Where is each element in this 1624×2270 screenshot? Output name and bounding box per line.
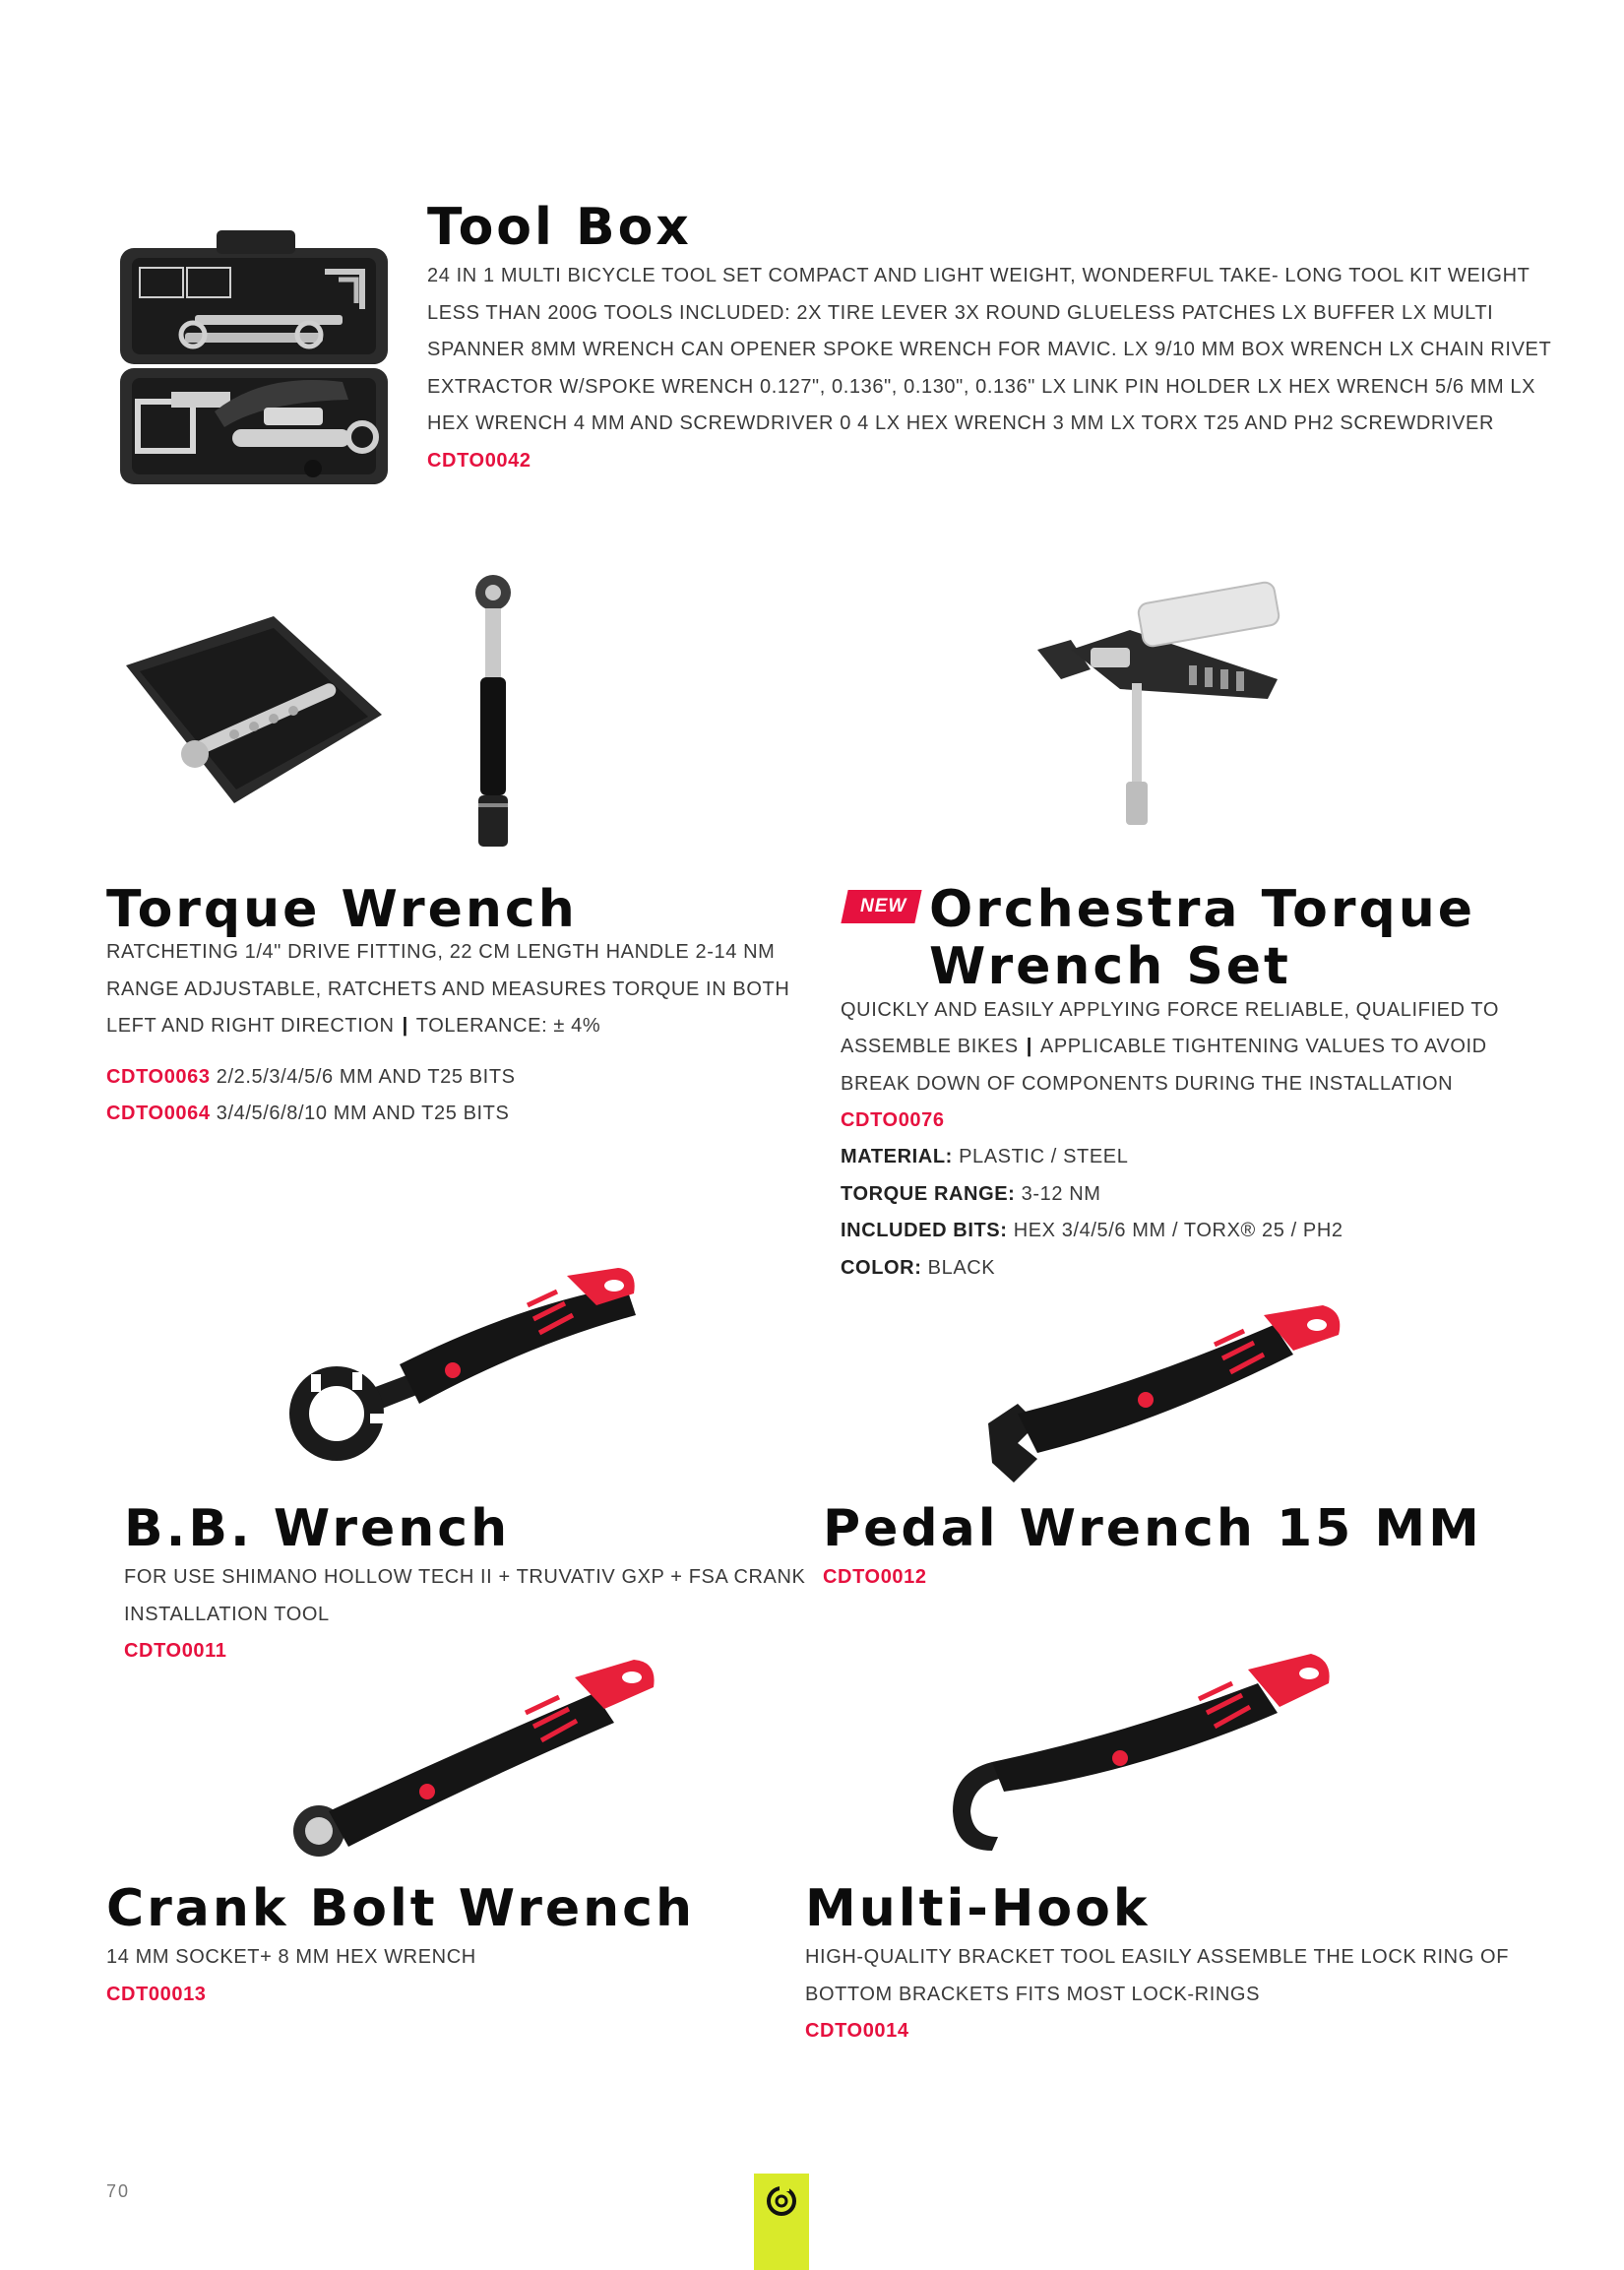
- orchestra-title: [841, 879, 1490, 998]
- tool-box-desc-line: SPANNER 8MM WRENCH CAN OPENER SPOKE WRENCH FOR MAVIC. LX 9/10 MM BOX WRENCH LX CHAIN RIVET: [427, 339, 1552, 361]
- orchestra-desc-line: [841, 1029, 1490, 1066]
- tool-box-image: [116, 224, 394, 488]
- tool-box-desc-line: HEX WRENCH 4 MM AND SCREWDRIVER 0 4 LX HEX WRENCH 3 MM LX TORX T25 AND PH2 SCREWDRIVER: [427, 412, 1495, 435]
- brand-logo-icon: [754, 2174, 809, 2233]
- orchestra-desc-line: BREAK DOWN OF COMPONENTS DURING THE INSTALLATION: [841, 1072, 1454, 1095]
- orchestra-desc-part: APPLICABLE TIGHTENING VALUES TO AVOID: [1039, 1036, 1487, 1058]
- crank-bolt-title: Crank Bolt Wrench: [106, 1879, 695, 1938]
- pedal-wrench-section: [823, 1498, 1512, 1596]
- orchestra-spec: [841, 1250, 1490, 1288]
- torque-wrench-direction: LEFT AND RIGHT DIRECTION: [106, 1015, 395, 1038]
- torque-wrench-variant-code: CDTO0064: [106, 1103, 211, 1125]
- multi-hook-desc-line: BOTTOM BRACKETS FITS MOST LOCK-RINGS: [805, 1983, 1261, 2005]
- orchestra-torque-wrench-image: [1031, 581, 1289, 837]
- orchestra-spec: [841, 1139, 1490, 1176]
- crank-bolt-code: CDT00013: [106, 1983, 207, 2005]
- orchestra-desc-part: ASSEMBLE BIKES: [841, 1036, 1019, 1058]
- multi-hook-title: Multi-Hook: [805, 1879, 1151, 1938]
- torque-wrench-variant: [106, 1059, 756, 1097]
- torque-wrench-desc-line: [106, 1008, 756, 1045]
- separator: |: [1026, 1036, 1032, 1058]
- spec-label: MATERIAL:: [841, 1146, 953, 1168]
- orchestra-spec: [841, 1176, 1490, 1214]
- torque-wrench-title: Torque Wrench: [106, 880, 578, 939]
- tool-box-desc-line: EXTRACTOR W/SPOKE WRENCH 0.127", 0.136", 0.130", 0.136" LX LINK PIN HOLDER LX HEX WRENCH 5/6 MM LX: [427, 375, 1536, 398]
- orchestra-spec: [841, 1213, 1490, 1250]
- bb-wrench-section: [124, 1498, 806, 1670]
- multi-hook-section: [805, 1878, 1510, 2049]
- orchestra-desc-line: QUICKLY AND EASILY APPLYING FORCE RELIABLE, QUALIFIED TO: [841, 998, 1500, 1021]
- torque-wrench-variant-text: 2/2.5/3/4/5/6 MM AND T25 BITS: [216, 1065, 516, 1088]
- spec-value: 3-12 NM: [1021, 1182, 1101, 1205]
- tool-box-title: Tool Box: [427, 198, 692, 257]
- pedal-wrench-title: Pedal Wrench 15 MM: [823, 1499, 1482, 1558]
- spec-label: COLOR:: [841, 1256, 922, 1279]
- spec-value: HEX 3/4/5/6 MM / TORX® 25 / PH2: [1013, 1220, 1343, 1242]
- tool-box-section: [427, 197, 1552, 479]
- tool-box-code: CDTO0042: [427, 449, 531, 472]
- bb-wrench-title: B.B. Wrench: [124, 1499, 511, 1558]
- bb-wrench-desc-line: FOR USE SHIMANO HOLLOW TECH II + TRUVATIV GXP + FSA CRANK: [124, 1566, 806, 1589]
- spec-label: TORQUE RANGE:: [841, 1182, 1016, 1205]
- orchestra-code: CDTO0076: [841, 1109, 945, 1132]
- torque-wrench-variant-code: CDTO0063: [106, 1065, 211, 1088]
- multi-hook-image: [933, 1654, 1333, 1857]
- torque-wrench-image: [468, 571, 518, 856]
- crank-bolt-wrench-image: [280, 1654, 657, 1860]
- bb-wrench-code: CDTO0011: [124, 1640, 227, 1663]
- brand-logo-tab: [754, 2174, 809, 2270]
- multi-hook-code: CDTO0014: [805, 2020, 909, 2043]
- torque-wrench-variant-text: 3/4/5/6/8/10 MM AND T25 BITS: [216, 1103, 510, 1125]
- torque-wrench-case-image: [116, 606, 392, 823]
- torque-wrench-desc-line: RATCHETING 1/4" DRIVE FITTING, 22 CM LENGTH HANDLE 2-14 NM: [106, 941, 776, 964]
- crank-bolt-desc-line: 14 MM SOCKET+ 8 MM HEX WRENCH: [106, 1946, 476, 1969]
- spec-label: INCLUDED BITS:: [841, 1220, 1008, 1242]
- new-badge: NEW: [841, 890, 922, 923]
- torque-wrench-section: [106, 879, 790, 1133]
- spec-value: BLACK: [927, 1256, 996, 1279]
- bb-wrench-desc-line: INSTALLATION TOOL: [124, 1603, 330, 1625]
- page-number: 70: [106, 2181, 131, 2201]
- torque-wrench-variant: [106, 1096, 756, 1133]
- separator: |: [402, 1015, 408, 1038]
- torque-wrench-desc-line: RANGE ADJUSTABLE, RATCHETS AND MEASURES TORQUE IN BOTH: [106, 977, 790, 1000]
- pedal-wrench-image: [978, 1305, 1344, 1498]
- bb-wrench-image: [272, 1266, 640, 1467]
- orchestra-title-line2: Wrench Set: [929, 937, 1291, 997]
- spec-value: PLASTIC / STEEL: [959, 1146, 1129, 1168]
- orchestra-title-line1: Orchestra Torque: [929, 880, 1476, 939]
- tool-box-desc-line: 24 IN 1 MULTI BICYCLE TOOL SET COMPACT AND LIGHT WEIGHT, WONDERFUL TAKE- LONG TOOL KIT WEIGHT: [427, 265, 1530, 287]
- torque-wrench-tolerance: TOLERANCE: ± 4%: [415, 1015, 601, 1038]
- pedal-wrench-code: CDTO0012: [823, 1566, 927, 1589]
- multi-hook-desc-line: HIGH-QUALITY BRACKET TOOL EASILY ASSEMBLE THE LOCK RING OF: [805, 1946, 1510, 1969]
- orchestra-section: [841, 879, 1500, 1287]
- crank-bolt-section: [106, 1878, 795, 2013]
- tool-box-desc-line: LESS THAN 200G TOOLS INCLUDED: 2X TIRE LEVER 3X ROUND GLUELESS PATCHES LX BUFFER LX MULTI: [427, 301, 1494, 324]
